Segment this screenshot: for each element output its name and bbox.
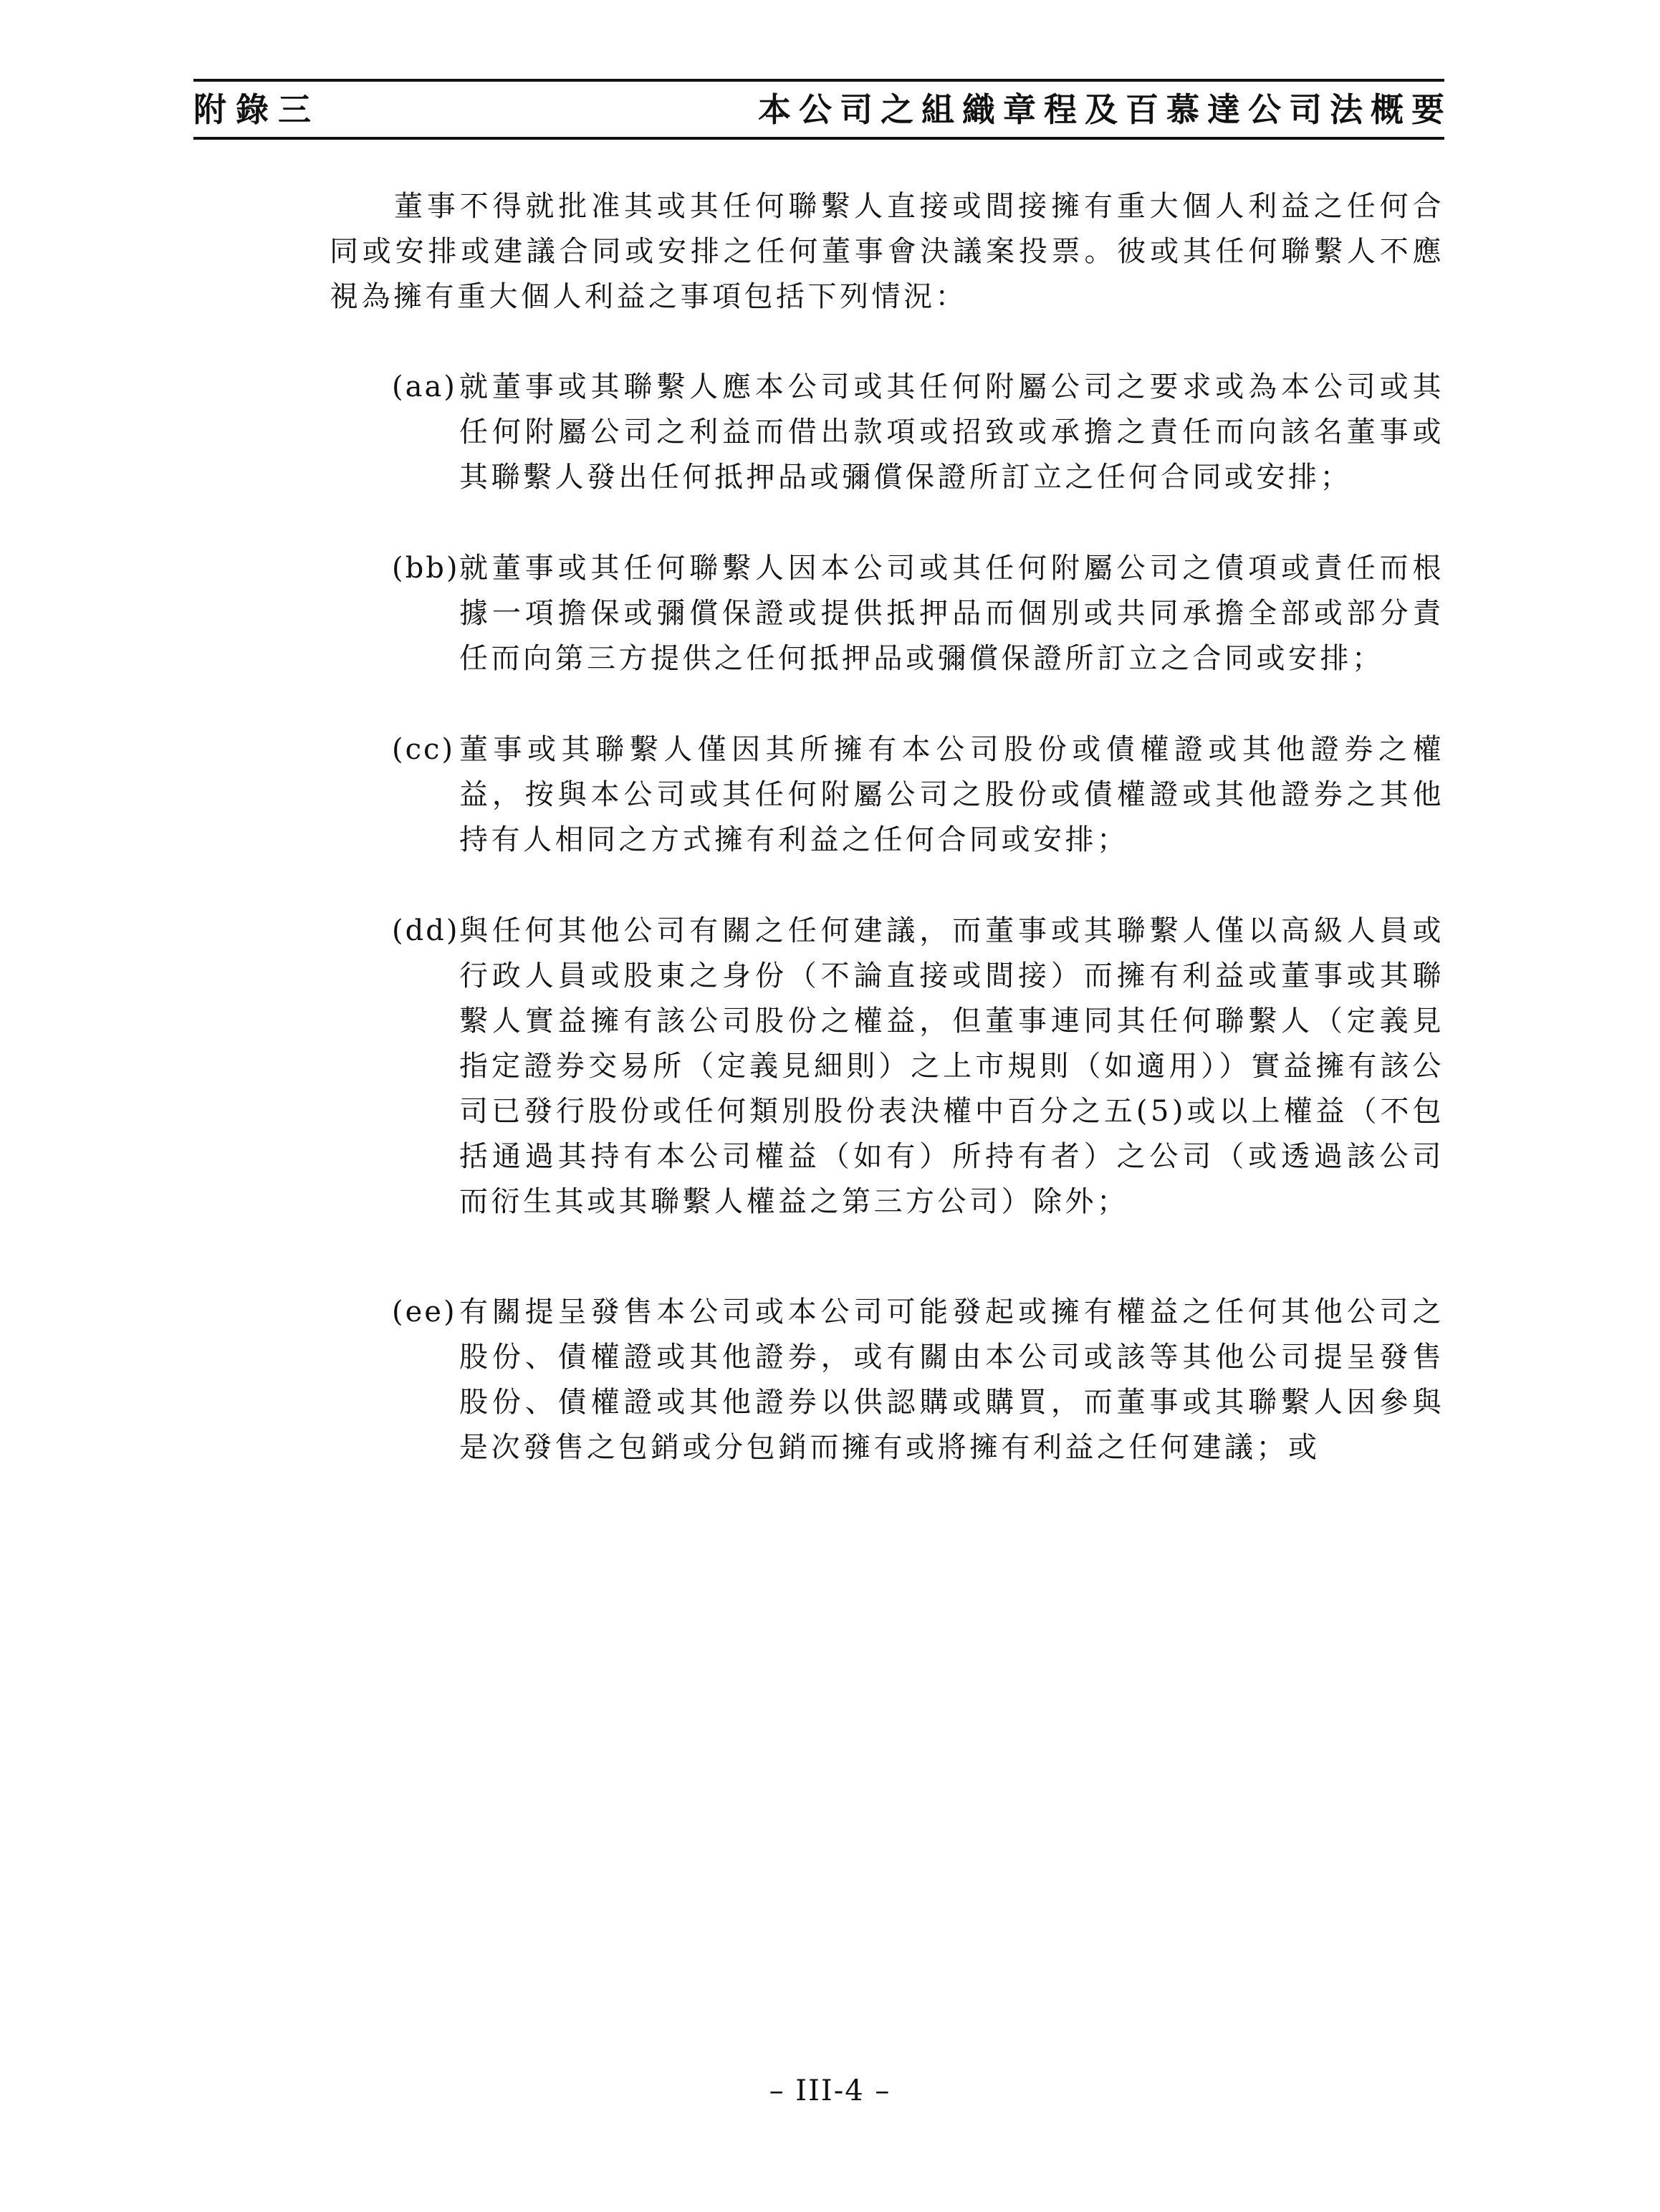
- list-item-label: (ee): [392, 1296, 457, 1328]
- list-item-label: (dd): [392, 914, 460, 947]
- list-item-label: (aa): [392, 370, 457, 403]
- list-item-text: 董事或其聯繫人僅因其所擁有本公司股份或債權證或其他證券之權益，按與本公司或其任何附屬公司之股份或債權證或其他證券之其他持有人相同之方式擁有利益之任何合同或安排；: [459, 733, 1444, 856]
- list-item-text: 與任何其他公司有關之任何建議，而董事或其聯繫人僅以高級人員或行政人員或股東之身份（不論直接或間接）而擁有利益或董事或其聯繫人實益擁有該公司股份之權益，但董事連同其任何聯繫人（定義見指定證券交易所（定義見細則）之上市規則（如適用））實益擁有該公司已發行股份或任何類別股份表決權中百分之五(5)或以上權益（不包括通過其持有本公司權益（如有）所持有者）之公司（或透過該公司而衍生其或其聯繫人權益之第三方公司）除外；: [459, 914, 1444, 1218]
- header-top-rule: [193, 79, 1444, 82]
- page-header: [193, 85, 1452, 135]
- appendix-title: 本公司之組織章程及百慕達公司法概要: [758, 90, 1452, 129]
- list-item-text: 就董事或其任何聯繫人因本公司或其任何附屬公司之債項或責任而根據一項擔保或彌償保證或提供抵押品而個別或共同承擔全部或部分責任而向第三方提供之任何抵押品或彌償保證所訂立之合同或安排；: [459, 552, 1444, 675]
- list-item-text: 有關提呈發售本公司或本公司可能發起或擁有權益之任何其他公司之股份、債權證或其他證券，或有關由本公司或該等其他公司提呈發售股份、債權證或其他證券以供認購或購買，而董事或其聯繫人因參與是次發售之包銷或分包銷而擁有或將擁有利益之任何建議；或: [459, 1296, 1444, 1464]
- list-item-label: (bb): [392, 552, 460, 585]
- list-item-text: 就董事或其聯繫人應本公司或其任何附屬公司之要求或為本公司或其任何附屬公司之利益而借出款項或招致或承擔之責任而向該名董事或其聯繫人發出任何抵押品或彌償保證所訂立之任何合同或安排；: [459, 370, 1444, 494]
- page-number: – III-4 –: [769, 2074, 891, 2107]
- intro-paragraph: 董事不得就批准其或其任何聯繫人直接或間接擁有重大個人利益之任何合同或安排或建議合同或安排之任何董事會決議案投票。彼或其任何聯繫人不應視為擁有重大個人利益之事項包括下列情況：: [330, 190, 1444, 313]
- header-bottom-rule: [193, 137, 1444, 140]
- list-item-label: (cc): [392, 733, 456, 766]
- appendix-label: 附錄三: [193, 90, 320, 129]
